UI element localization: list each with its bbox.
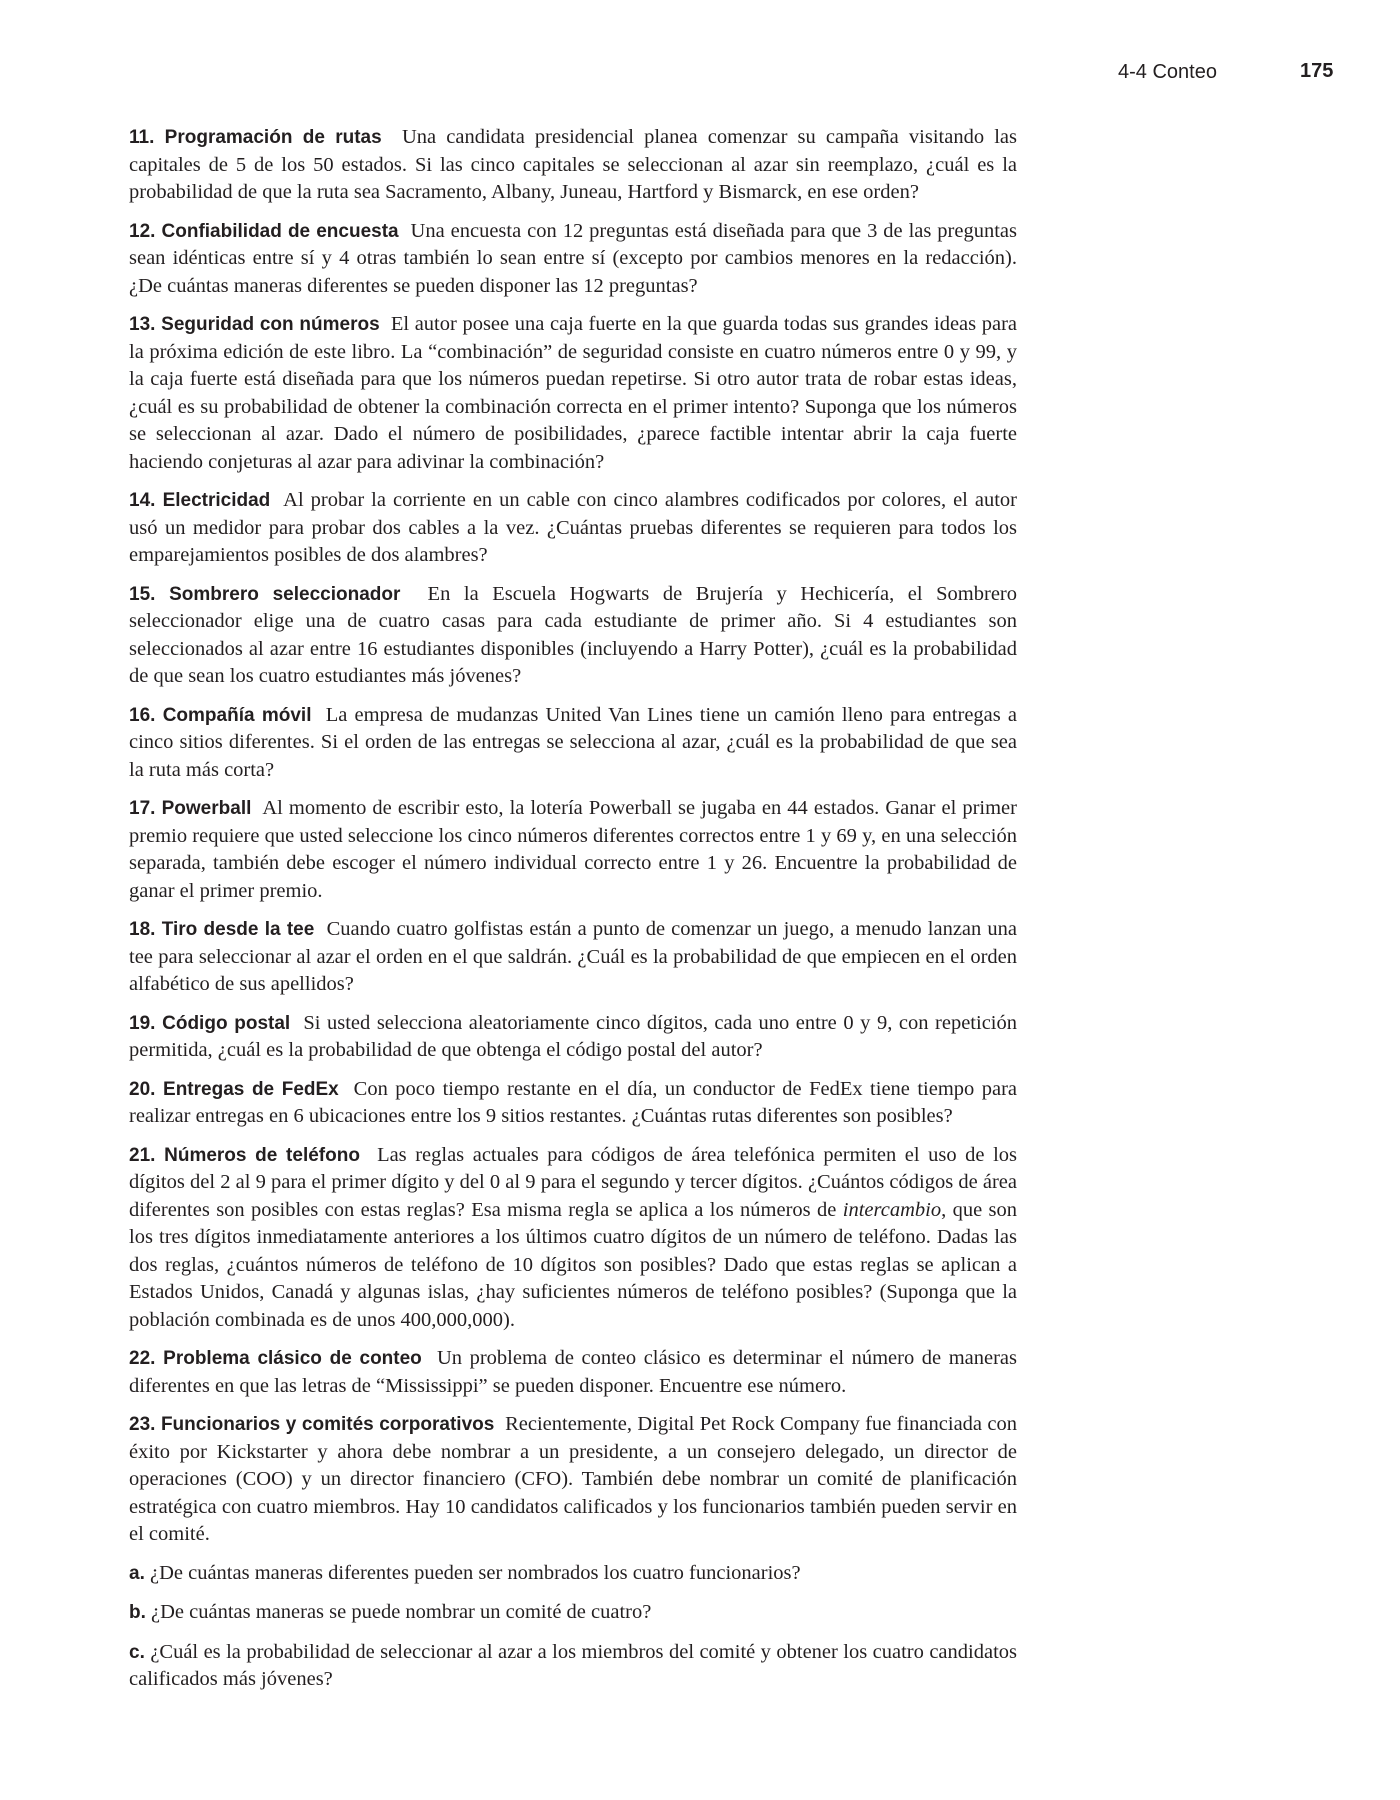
exercise-text-continued: , que son los tres dígitos inmediatamente anteriores a los últimos cuatro dígitos de un número de teléfono. Dadas las dos reglas, ¿cuántos números de teléfono de 10 dígitos son posibles? Dado que estas reglas se aplican a Estados Unidos, Canadá y algunas islas, ¿hay suficientes números de teléfono posibles? (Suponga que la población combinada es de unos 400,000,000). [129, 1198, 1018, 1331]
exercise-22 [129, 1345, 1017, 1400]
exercise-text: Una encuesta con 12 preguntas está diseñada para que 3 de las preguntas sean idénticas entre sí y 4 otras también lo sean entre sí (excepto por cambios menores en la redacción). ¿De cuántas maneras diferentes se pueden disponer las 12 preguntas? [129, 219, 1017, 297]
subpart-text: ¿Cuál es la probabilidad de seleccionar al azar a los miembros del comité y obtener los cuatro candidatos calificados más jóvenes? [129, 1640, 1017, 1690]
exercise-text: El autor posee una caja fuerte en la que guarda todas sus grandes ideas para la próxima edición de este libro. La “combinación” de seguridad consiste en cuatro números entre 0 y 99, y la caja fuerte está diseñada para que los números puedan repetirse. Si otro autor trata de robar estas ideas, ¿cuál es su probabilidad de obtener la combinación correcta en el primer intento? Suponga que los números se seleccionan al azar. Dado el número de posibilidades, ¿parece factible intentar abrir la caja fuerte haciendo conjeturas al azar para adivinar la combinación? [129, 313, 1018, 473]
exercise-title: 14. Electricidad [129, 490, 271, 511]
section-label: 4-4 Conteo [1118, 61, 1217, 83]
exercise-text: Un problema de conteo clásico es determinar el número de maneras diferentes en que las letras de “Mississippi” se pueden disponer. Encuentre ese número. [129, 1347, 1017, 1397]
exercise-text: La empresa de mudanzas United Van Lines tiene un camión lleno para entregas a cinco sitios diferentes. Si el orden de las entregas se selecciona al azar, ¿cuál es la probabilidad de que sea la ruta más corta? [129, 703, 1017, 781]
subpart-label: b. [129, 1602, 146, 1623]
subpart-c [129, 1639, 1017, 1694]
subpart-label: a. [129, 1562, 145, 1584]
exercise-text: Recientemente, Digital Pet Rock Company fue financiada con éxito por Kickstarter y ahora debe nombrar a un presidente, a un consejero delegado, un director de operaciones (COO) y un director financiero (CFO). También debe nombrar un comité de planificación estratégica con cuatro miembros. Hay 10 candidatos calificados y los funcionarios también pueden servir en el comité. [129, 1413, 1018, 1545]
exercise-title: 19. Código postal [129, 1012, 291, 1034]
exercise-title: 15. Sombrero seleccionador [129, 583, 401, 605]
exercise-italic-term: intercambio [842, 1198, 942, 1221]
exercise-21 [129, 1142, 1017, 1335]
exercise-title: 17. Powerball [129, 798, 252, 819]
subpart-text: ¿De cuántas maneras se puede nombrar un comité de cuatro? [151, 1601, 652, 1623]
exercise-18 [129, 916, 1017, 999]
exercise-title: 11. Programación de rutas [129, 127, 382, 148]
exercise-title: 12. Confiabilidad de encuesta [129, 220, 399, 242]
exercise-16 [129, 702, 1017, 785]
exercise-15 [129, 581, 1017, 691]
exercise-title: 18. Tiro desde la tee [129, 919, 315, 940]
exercise-list [129, 124, 1017, 1706]
exercise-text: Una candidata presidencial planea comenzar su campaña visitando las capitales de 5 de los 50 estados. Si las cinco capitales se seleccionan al azar sin reemplazo, ¿cuál es la probabilidad de que la ruta sea Sacramento, Albany, Juneau, Hartford y Bismarck, en ese orden? [129, 126, 1017, 203]
exercise-text: Al probar la corriente en un cable con cinco alambres codificados por colores, el autor usó un medidor para probar dos cables a la vez. ¿Cuántas pruebas diferentes se requieren para todos los emparejamientos posibles de dos alambres? [129, 489, 1017, 566]
exercise-text: Las reglas actuales para códigos de área telefónica permiten el uso de los dígitos del 2 al 9 para el primer dígito y del 0 al 9 para el segundo y tercer dígitos. ¿Cuántos códigos de área diferentes son posibles con estas reglas? Esa misma regla se aplica a los números de [129, 1143, 1017, 1221]
subpart-text: ¿De cuántas maneras diferentes pueden ser nombrados los cuatro funcionarios? [149, 1561, 801, 1584]
subpart-label: c. [129, 1641, 145, 1663]
exercise-text: Al momento de escribir esto, la lotería Powerball se jugaba en 44 estados. Ganar el primer premio requiere que usted seleccione los cinco números diferentes correctos entre 1 y 69 y, en una selección separada, también debe escoger el número individual correcto entre 1 y 26. Encuentre la probabilidad de ganar el primer premio. [129, 797, 1017, 902]
exercise-12 [129, 218, 1017, 301]
exercise-title: 13. Seguridad con números [129, 314, 380, 335]
exercise-20 [129, 1076, 1017, 1131]
exercise-17 [129, 795, 1017, 905]
exercise-text: En la Escuela Hogwarts de Brujería y Hechicería, el Sombrero seleccionador elige una de cuatro casas para cada estudiante de primer año. Si 4 estudiantes son seleccionados al azar entre 16 estudiantes disponibles (incluyendo a Harry Potter), ¿cuál es la probabilidad de que sean los cuatro estudiantes más jóvenes? [129, 582, 1018, 687]
exercise-title: 20. Entregas de FedEx [129, 1078, 339, 1100]
subpart-b [129, 1599, 1017, 1627]
subpart-a [129, 1560, 1017, 1588]
exercise-14 [129, 487, 1017, 570]
exercise-text: Con poco tiempo restante en el día, un conductor de FedEx tiene tiempo para realizar entregas en 6 ubicaciones entre los 9 sitios restantes. ¿Cuántas rutas diferentes son posibles? [129, 1077, 1018, 1127]
exercise-11 [129, 124, 1017, 207]
exercise-title: 22. Problema clásico de conteo [129, 1348, 422, 1369]
exercise-text: Si usted selecciona aleatoriamente cinco dígitos, cada uno entre 0 y 9, con repetición permitida, ¿cuál es la probabilidad de que obtenga el código postal del autor? [129, 1011, 1017, 1061]
exercise-text: Cuando cuatro golfistas están a punto de comenzar un juego, a menudo lanzan una tee para seleccionar al azar el orden en el que saldrán. ¿Cuál es la probabilidad de que empiecen en el orden alfabético de sus apellidos? [129, 918, 1018, 995]
exercise-title: 16. Compañía móvil [129, 704, 312, 726]
exercise-19 [129, 1010, 1017, 1065]
exercise-23 [129, 1411, 1017, 1549]
page-header [0, 60, 1400, 90]
exercise-13 [129, 311, 1017, 476]
exercise-title: 23. Funcionarios y comités corporativos [129, 1414, 495, 1435]
exercise-title: 21. Números de teléfono [129, 1144, 360, 1166]
page-number: 175 [1300, 60, 1334, 82]
